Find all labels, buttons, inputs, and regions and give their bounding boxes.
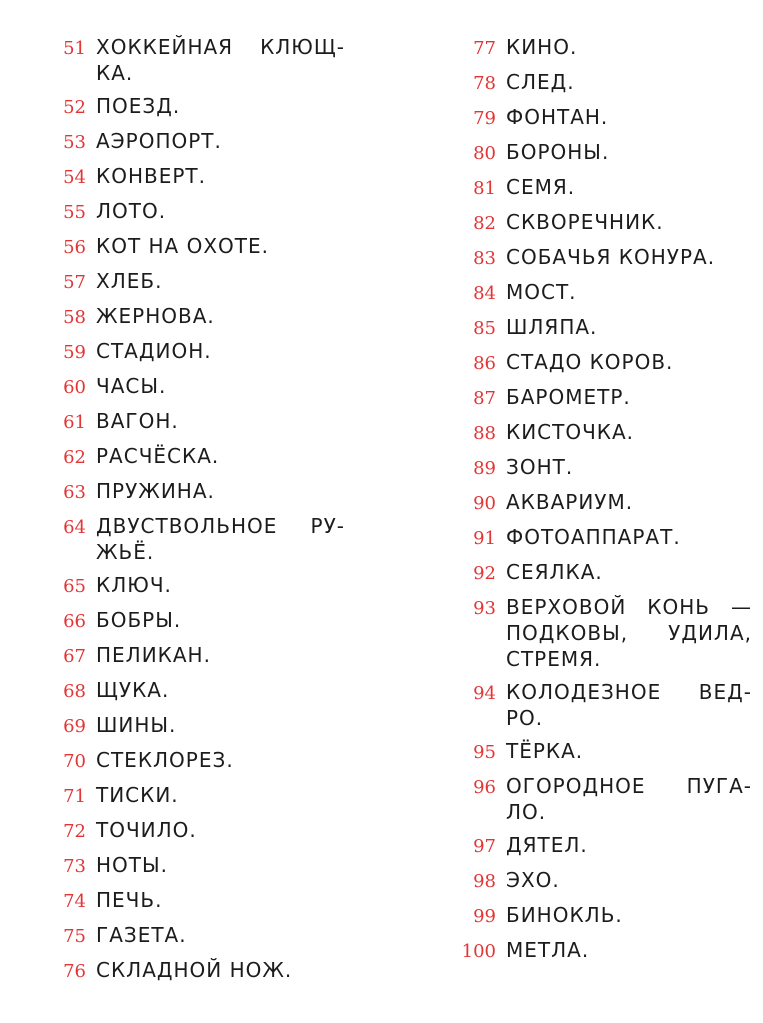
answer-text: ХЛЕБ. [96,269,163,293]
answer-entry [0,338,345,366]
answer-entry [0,163,345,191]
answer-text: ТЁРКА. [506,739,584,763]
answer-text: ЭХО. [506,868,560,892]
answer-number: 94 [473,683,496,704]
answer-number: 81 [473,178,496,199]
answer-number: 55 [63,202,86,223]
answer-text: ОГОРОДНОЕ ПУГА-ЛО. [506,774,752,824]
answer-column-left [0,34,345,992]
answer-entry [0,852,345,880]
answer-number: 69 [63,716,86,737]
answer-text: МОСТ. [506,280,577,304]
answer-entry [456,244,752,272]
answer-number: 98 [473,871,496,892]
answer-number: 74 [63,891,86,912]
answer-number: 93 [473,598,496,619]
answer-entry [456,139,752,167]
answer-number: 80 [473,143,496,164]
answer-number: 92 [473,563,496,584]
answer-entry [456,69,752,97]
answer-number: 51 [63,38,86,59]
answer-number: 86 [473,353,496,374]
answer-text: ФОНТАН. [506,105,609,129]
answer-number: 90 [473,493,496,514]
answer-number: 75 [63,926,86,947]
answer-text: СКВОРЕЧНИК. [506,210,664,234]
answer-text: ЖЕРНОВА. [96,304,215,328]
answer-entry [456,209,752,237]
answer-entry [456,104,752,132]
answer-entry [0,782,345,810]
answer-entry [0,817,345,845]
answer-number: 100 [461,941,496,962]
answer-text: ЩУКА. [96,678,170,702]
answer-number: 84 [473,283,496,304]
answer-text: КЛЮЧ. [96,573,172,597]
answer-text: НОТЫ. [96,853,169,877]
answer-entry [0,957,345,985]
answer-number: 67 [63,646,86,667]
answer-text: БОРОНЫ. [506,140,610,164]
answer-entry [0,513,345,565]
answer-text: МЕТЛА. [506,938,590,962]
answer-text: СЛЕД. [506,70,575,94]
answer-number: 89 [473,458,496,479]
answer-text: АКВАРИУМ. [506,490,634,514]
answer-number: 79 [473,108,496,129]
answer-text: БИНОКЛЬ. [506,903,623,927]
answer-text: СОБАЧЬЯ КОНУРА. [506,245,716,269]
answer-text: СТАДО КОРОВ. [506,350,674,374]
answer-entry [0,572,345,600]
answer-entry [0,128,345,156]
answer-entry [456,937,752,965]
answer-number: 83 [473,248,496,269]
answer-entry [0,443,345,471]
answer-number: 61 [63,412,86,433]
answer-entry [456,679,752,731]
answer-number: 88 [473,423,496,444]
answer-entry [456,454,752,482]
answer-entry [456,419,752,447]
answer-number: 56 [63,237,86,258]
answer-entry [0,34,345,86]
answer-text: КИСТОЧКА. [506,420,635,444]
answer-number: 64 [63,517,86,538]
answer-number: 52 [63,97,86,118]
answer-text: ПЕЛИКАН. [96,643,211,667]
answer-entry [0,677,345,705]
answer-entry [456,384,752,412]
answer-entry [456,349,752,377]
answer-number: 59 [63,342,86,363]
answer-entry [0,712,345,740]
answer-text: ШЛЯПА. [506,315,598,339]
answer-number: 58 [63,307,86,328]
answer-entry [456,279,752,307]
answer-text: ГАЗЕТА. [96,923,187,947]
answer-text: ПРУЖИНА. [96,479,215,503]
answer-number: 68 [63,681,86,702]
answer-number: 63 [63,482,86,503]
answer-number: 76 [63,961,86,982]
answer-text: СКЛАДНОЙ НОЖ. [96,958,293,982]
answer-text: ШИНЫ. [96,713,177,737]
answer-number: 57 [63,272,86,293]
answer-number: 73 [63,856,86,877]
answer-number: 78 [473,73,496,94]
answer-number: 72 [63,821,86,842]
answer-entry [456,314,752,342]
answer-text: КОНВЕРТ. [96,164,206,188]
answer-text: БАРОМЕТР. [506,385,631,409]
answer-text: БОБРЫ. [96,608,182,632]
answer-entry [0,303,345,331]
answer-number: 65 [63,576,86,597]
answer-number: 60 [63,377,86,398]
answer-number: 95 [473,742,496,763]
answer-entry [456,902,752,930]
answer-entry [0,408,345,436]
answer-number: 70 [63,751,86,772]
answer-entry [0,198,345,226]
answer-entry [0,373,345,401]
answer-entry [0,747,345,775]
answer-number: 54 [63,167,86,188]
answer-entry [456,773,752,825]
answer-text: СЕЯЛКА. [506,560,603,584]
answer-entry [456,489,752,517]
answer-text: СТАДИОН. [96,339,212,363]
answer-entry [456,524,752,552]
answer-entry [0,642,345,670]
answer-text: ФОТОАППАРАТ. [506,525,681,549]
answer-text: ДЯТЕЛ. [506,833,588,857]
answer-entry [456,867,752,895]
answer-number: 62 [63,447,86,468]
answer-entry [0,607,345,635]
answer-entry [456,559,752,587]
answer-entry [0,887,345,915]
answer-entry [456,34,752,62]
answer-text: АЭРОПОРТ. [96,129,222,153]
answer-entry [456,594,752,672]
answer-number: 71 [63,786,86,807]
answer-text: ТИСКИ. [96,783,179,807]
answer-text: ПОЕЗД. [96,94,181,118]
answer-entry [456,174,752,202]
answer-entry [456,832,752,860]
answer-entry [0,233,345,261]
answer-text: РАСЧЁСКА. [96,444,220,468]
answer-number: 91 [473,528,496,549]
answer-text: ЛОТО. [96,199,167,223]
answer-number: 53 [63,132,86,153]
answer-text: ХОККЕЙНАЯ КЛЮЩ-КА. [96,35,345,85]
answer-entry [0,922,345,950]
answer-text: ВЕРХОВОЙ КОНЬ — ПОДКОВЫ, УДИЛА, СТРЕМЯ. [506,595,752,671]
answer-text: ЧАСЫ. [96,374,167,398]
answer-number: 96 [473,777,496,798]
answer-column-right [456,34,752,972]
answer-number: 66 [63,611,86,632]
answer-text: СЕМЯ. [506,175,576,199]
answer-entry [0,478,345,506]
answer-text: КОТ НА ОХОТЕ. [96,234,269,258]
answer-text: КОЛОДЕЗНОЕ ВЕД-РО. [506,680,752,730]
answer-entry [0,93,345,121]
answer-entry [0,268,345,296]
answer-text: ПЕЧЬ. [96,888,163,912]
answer-number: 82 [473,213,496,234]
answer-text: СТЕКЛОРЕЗ. [96,748,234,772]
answer-text: ЗОНТ. [506,455,574,479]
answer-number: 77 [473,38,496,59]
answer-text: ТОЧИЛО. [96,818,197,842]
answer-text: КИНО. [506,35,578,59]
answer-number: 97 [473,836,496,857]
answer-number: 99 [473,906,496,927]
answer-number: 85 [473,318,496,339]
answer-number: 87 [473,388,496,409]
answer-entry [456,738,752,766]
answer-text: ВАГОН. [96,409,179,433]
answer-text: ДВУСТВОЛЬНОЕ РУ-ЖЬЁ. [96,514,345,564]
